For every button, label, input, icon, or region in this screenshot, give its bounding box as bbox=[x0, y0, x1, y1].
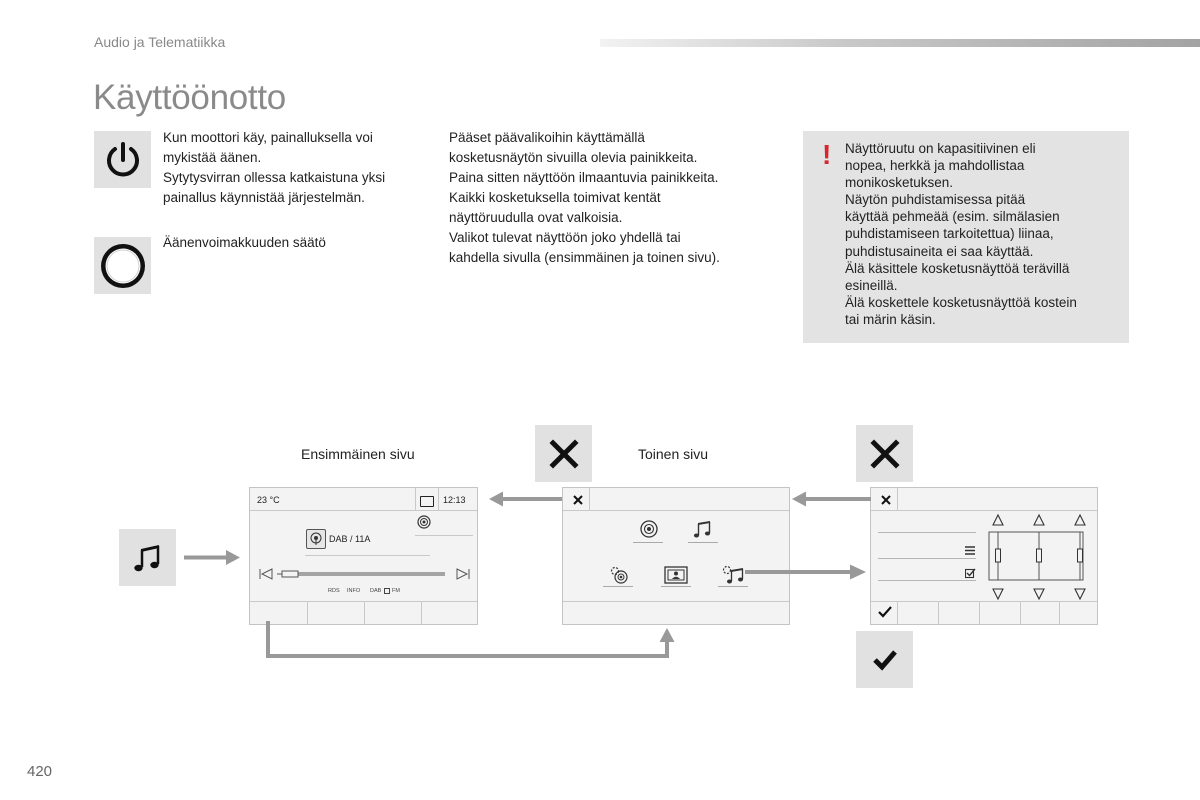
power-line: Kun moottori käy, painalluksella voi bbox=[163, 130, 373, 145]
menu-line: Pääset päävalikoihin käyttämällä bbox=[449, 130, 645, 145]
warning-line: Näyttöruutu on kapasitiivinen eli bbox=[845, 141, 1036, 156]
warning-line: Älä koskettele kosketusnäyttöä kostein bbox=[845, 294, 1077, 310]
soft-label-rds: RDS bbox=[328, 588, 340, 594]
power-line: painallus käynnistää järjestelmän. bbox=[163, 190, 365, 205]
warning-line: puhdistamiseen tarkoitettua) liinaa, bbox=[845, 226, 1054, 242]
soft-label-fm: FM bbox=[392, 588, 400, 594]
arrow-shaft bbox=[502, 497, 562, 501]
menu-line: Kaikki kosketuksella toimivat kentät bbox=[449, 190, 661, 205]
section-title: Audio ja Telematiikka bbox=[94, 34, 226, 50]
warning-line: Näytön puhdistamisessa pitää bbox=[845, 192, 1026, 208]
station-name: DAB / 11A bbox=[329, 534, 371, 544]
power-line: mykistää äänen. bbox=[163, 150, 262, 165]
arrow-shaft bbox=[805, 497, 871, 501]
menu-line: näyttöruudulla ovat valkoisia. bbox=[449, 210, 623, 225]
warning-line: nopea, herkkä ja mahdollistaa bbox=[845, 158, 1025, 174]
arrow-head bbox=[792, 492, 806, 507]
warning-line: käyttää pehmeää (esim. silmälasien bbox=[845, 209, 1060, 225]
arrow-shaft bbox=[184, 556, 228, 560]
arrow-shaft bbox=[745, 570, 851, 574]
first-page-caption: Ensimmäinen sivu bbox=[301, 446, 415, 462]
arrow-head bbox=[850, 565, 866, 580]
warning-line: tai märin käsin. bbox=[845, 311, 936, 327]
arrow-head bbox=[226, 550, 240, 565]
menu-line: kahdella sivulla (ensimmäinen ja toinen sivu). bbox=[449, 250, 720, 265]
volume-label: Äänenvoimakkuuden säätö bbox=[163, 235, 326, 250]
temperature-display: 23 °C bbox=[257, 495, 280, 505]
arrow-path bbox=[268, 621, 667, 656]
clock-display: 12:13 bbox=[443, 495, 466, 505]
soft-label-dab: DAB bbox=[370, 588, 382, 594]
page-number: 420 bbox=[27, 763, 53, 780]
power-line: Sytytysvirran ollessa katkaistuna yksi bbox=[163, 170, 386, 185]
warning-icon: ! bbox=[822, 139, 832, 170]
menu-line: Paina sitten näyttöön ilmaantuvia painikkeita. bbox=[449, 170, 719, 185]
arrow-head bbox=[660, 628, 675, 642]
second-page-caption: Toinen sivu bbox=[638, 446, 709, 462]
menu-line: Valikot tulevat näyttöön joko yhdellä tai bbox=[449, 230, 681, 245]
warning-line: puhdistusaineita ei saa käyttää. bbox=[845, 243, 1034, 259]
menu-line: kosketusnäytön sivuilla olevia painikkeita. bbox=[449, 150, 698, 165]
warning-line: Älä käsittele kosketusnäyttöä terävillä bbox=[845, 260, 1070, 276]
warning-line: monikosketuksen. bbox=[845, 175, 954, 191]
soft-label-info: INFO bbox=[347, 588, 361, 594]
arrow-head bbox=[489, 492, 503, 507]
page-title: Käyttöönotto bbox=[93, 78, 286, 117]
warning-line: esineillä. bbox=[845, 277, 898, 293]
